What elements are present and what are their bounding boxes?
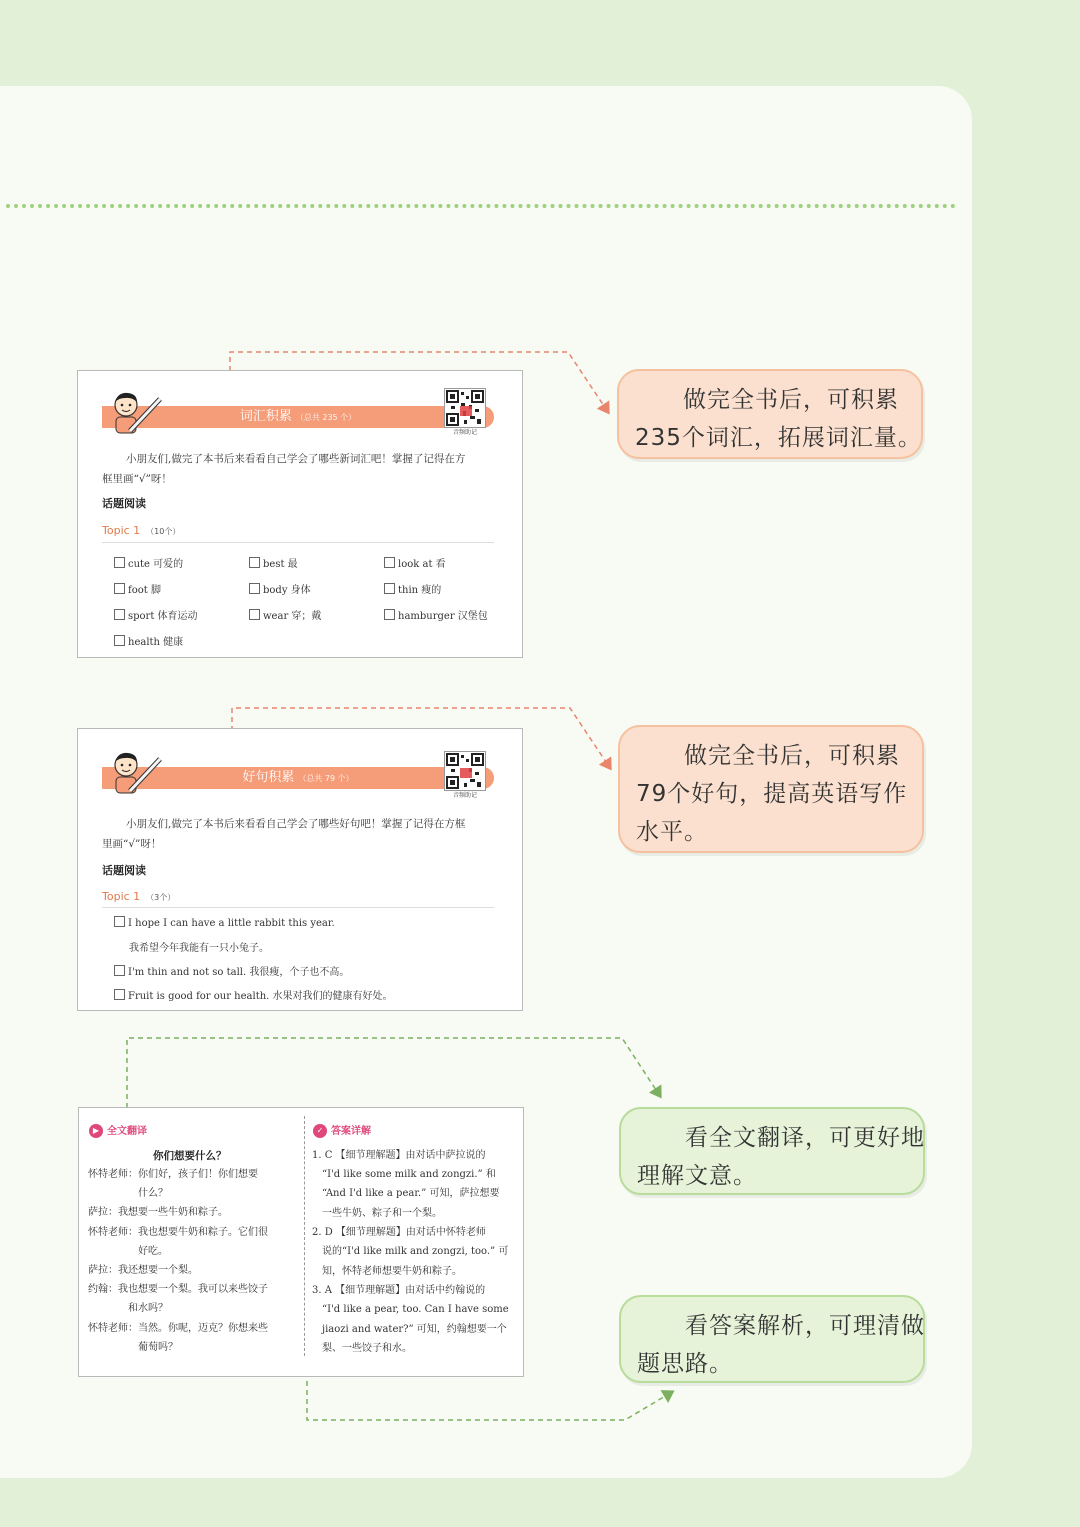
sentence-intro-line1: 小朋友们,做完了本书后来看看自己学会了哪些好句吧！掌握了记得在方框 (126, 818, 466, 830)
word-text: sport 体育运动 (128, 611, 198, 622)
word-text: thin 瘦的 (398, 585, 442, 596)
vocab-word[interactable] (114, 633, 183, 648)
word-text: look at 看 (398, 559, 446, 570)
callout-translation-line1: 看全文翻译，可更好地 (685, 1125, 925, 1151)
translation-title: 你们想要什么？ (153, 1150, 227, 1162)
sentence-panel (77, 728, 523, 1011)
callout-answers-line1: 看答案解析，可理清做 (685, 1313, 925, 1339)
answer-line: 知，怀特老师想要牛奶和粽子。 (312, 1266, 462, 1277)
sentence-item[interactable] (114, 987, 393, 1002)
vocab-topic-count: （10个） (146, 527, 181, 536)
vocab-word[interactable] (384, 555, 446, 570)
checkbox[interactable] (249, 609, 260, 620)
vocab-banner-title: 词汇积累 (239, 409, 292, 424)
translation-line: 怀特老师：我也想要牛奶和粽子。它们很 (88, 1227, 268, 1238)
callout-vocab (617, 369, 923, 459)
sentence-item[interactable] (114, 916, 335, 929)
checkbox[interactable] (114, 557, 125, 568)
translation-line: 萨拉：我还想要一个梨。 (88, 1265, 198, 1276)
answer-line: “I'd like a pear, too. Can I have some (312, 1304, 509, 1315)
sentence-section-heading: 话题阅读 (102, 864, 146, 877)
answer-line: 说的“I'd like milk and zongzi, too.” 可 (312, 1246, 509, 1257)
sentence-translation: 我希望今年我能有一只小兔子。 (129, 943, 269, 954)
checkbox[interactable] (114, 635, 125, 646)
sentence-banner-sub: （总共 79 个） (298, 774, 354, 783)
answer-line: 一些牛奶、粽子和一个梨。 (312, 1208, 442, 1219)
translation-line: 什么？ (88, 1188, 168, 1199)
mascot-icon (108, 389, 164, 439)
word-text: cute 可爱的 (128, 559, 184, 570)
sentence-qr-code[interactable] (444, 751, 486, 801)
checkbox[interactable] (114, 609, 125, 620)
translation-line: 和水吗？ (88, 1303, 168, 1314)
word-text: best 最 (263, 559, 298, 570)
word-text: foot 脚 (128, 585, 161, 596)
callout-answers-line2: 题思路。 (637, 1351, 733, 1377)
vocab-intro (102, 449, 465, 489)
translation-answer-panel (78, 1107, 524, 1377)
mascot-icon (108, 749, 164, 799)
word-text: hamburger 汉堡包 (398, 611, 488, 622)
checkbox[interactable] (249, 557, 260, 568)
vocab-word[interactable] (384, 581, 441, 596)
word-text: health 健康 (128, 637, 184, 648)
qr-code-icon (444, 388, 486, 428)
checkbox[interactable] (114, 989, 125, 1000)
tab-answers-label: 答案详解 (331, 1126, 371, 1137)
vocab-intro-line2: 框里画“√”呀！ (102, 473, 172, 485)
vocab-topic-name: Topic 1 (102, 524, 141, 537)
vocab-qr-caption: 音频助记 (452, 429, 477, 436)
translation-line: 怀特老师：你们好，孩子们！你们想要 (88, 1169, 258, 1180)
arrow-translation (127, 1038, 660, 1108)
checkbox[interactable] (384, 557, 395, 568)
tab-translation[interactable] (89, 1122, 147, 1138)
sentence-text: Fruit is good for our health. 水果对我们的健康有好处。 (128, 991, 393, 1002)
vocab-banner-sub: （总共 235 个） (295, 413, 357, 422)
answer-line: “I'd like some milk and zongzi.” 和 (312, 1169, 496, 1180)
callout-answers (619, 1295, 925, 1383)
vocab-word[interactable] (384, 607, 488, 622)
sentence-topic-name: Topic 1 (102, 890, 141, 903)
vocab-intro-line1: 小朋友们,做完了本书后来看看自己学会了哪些新词汇吧！掌握了记得在方 (126, 453, 466, 465)
sentence-item[interactable] (114, 963, 349, 978)
sentence-banner-title: 好句积累 (242, 770, 295, 785)
answer-line: 3. A 【细节理解题】由对话中约翰说的 (312, 1285, 486, 1296)
tab-answers[interactable] (313, 1122, 371, 1138)
vocab-word[interactable] (249, 607, 321, 622)
checkbox[interactable] (384, 583, 395, 594)
sentence-topic-count: （3个） (146, 893, 176, 902)
sentence-qr-caption: 音频助记 (452, 792, 477, 799)
word-text: body 身体 (263, 585, 311, 596)
callout-sentences (618, 725, 924, 853)
play-icon: ▶ (89, 1124, 103, 1138)
vocab-panel (77, 370, 523, 658)
answer-line: 2. D 【细节理解题】由对话中怀特老师 (312, 1227, 486, 1238)
checkbox[interactable] (114, 965, 125, 976)
column-divider (304, 1116, 305, 1356)
sentence-intro-line2: 里画“√”呀！ (102, 838, 162, 850)
answer-line: jiaozi and water?” 可知，约翰想要一个 (312, 1324, 507, 1335)
translation-line: 萨拉：我想要一些牛奶和粽子。 (88, 1207, 228, 1218)
checkbox[interactable] (384, 609, 395, 620)
vocab-word[interactable] (114, 581, 161, 596)
sentence-text: I hope I can have a little rabbit this year. (128, 918, 335, 929)
vocab-qr-code[interactable] (444, 388, 486, 438)
vocab-topic-rule (102, 542, 494, 543)
vocab-word[interactable] (114, 555, 183, 570)
sentence-topic-rule (102, 907, 494, 908)
answer-line: 梨、一些饺子和水。 (312, 1343, 412, 1354)
tab-translation-label: 全文翻译 (107, 1126, 147, 1137)
word-text: wear 穿；戴 (263, 611, 322, 622)
callout-translation (619, 1107, 925, 1195)
checkbox[interactable] (249, 583, 260, 594)
translation-line: 好吃。 (88, 1246, 168, 1257)
qr-code-icon (444, 751, 486, 791)
sentence-topic-label (102, 890, 175, 903)
translation-line: 怀特老师：当然。你呢，迈克？你想来些 (88, 1323, 268, 1334)
callout-sentences-line2: 79个好句，提高英语写作 (636, 781, 908, 807)
sentence-text: I'm thin and not so tall. 我很瘦，个子也不高。 (128, 967, 350, 978)
checkbox[interactable] (114, 916, 125, 927)
answer-line: 1. C 【细节理解题】由对话中萨拉说的 (312, 1150, 486, 1161)
callout-translation-line2: 理解文意。 (637, 1163, 757, 1189)
callout-sentences-line1: 做完全书后，可积累 (684, 743, 900, 769)
vocab-word[interactable] (249, 555, 298, 570)
checkbox[interactable] (114, 583, 125, 594)
vocab-topic-label (102, 524, 180, 537)
vocab-section-heading: 话题阅读 (102, 497, 146, 510)
vocab-word[interactable] (114, 607, 198, 622)
callout-sentences-line3: 水平。 (636, 819, 708, 845)
callout-vocab-line2: 235个词汇，拓展词汇量。 (635, 425, 922, 451)
sentence-intro (102, 814, 465, 854)
answer-line: “And I'd like a pear.” 可知，萨拉想要 (312, 1188, 500, 1199)
check-icon: ✓ (313, 1124, 327, 1138)
translation-line: 葡萄吗？ (88, 1342, 178, 1353)
callout-vocab-line1: 做完全书后，可积累 (683, 387, 899, 413)
translation-line: 约翰：我也想要一个梨。我可以来些饺子 (88, 1284, 268, 1295)
vocab-word[interactable] (249, 581, 311, 596)
